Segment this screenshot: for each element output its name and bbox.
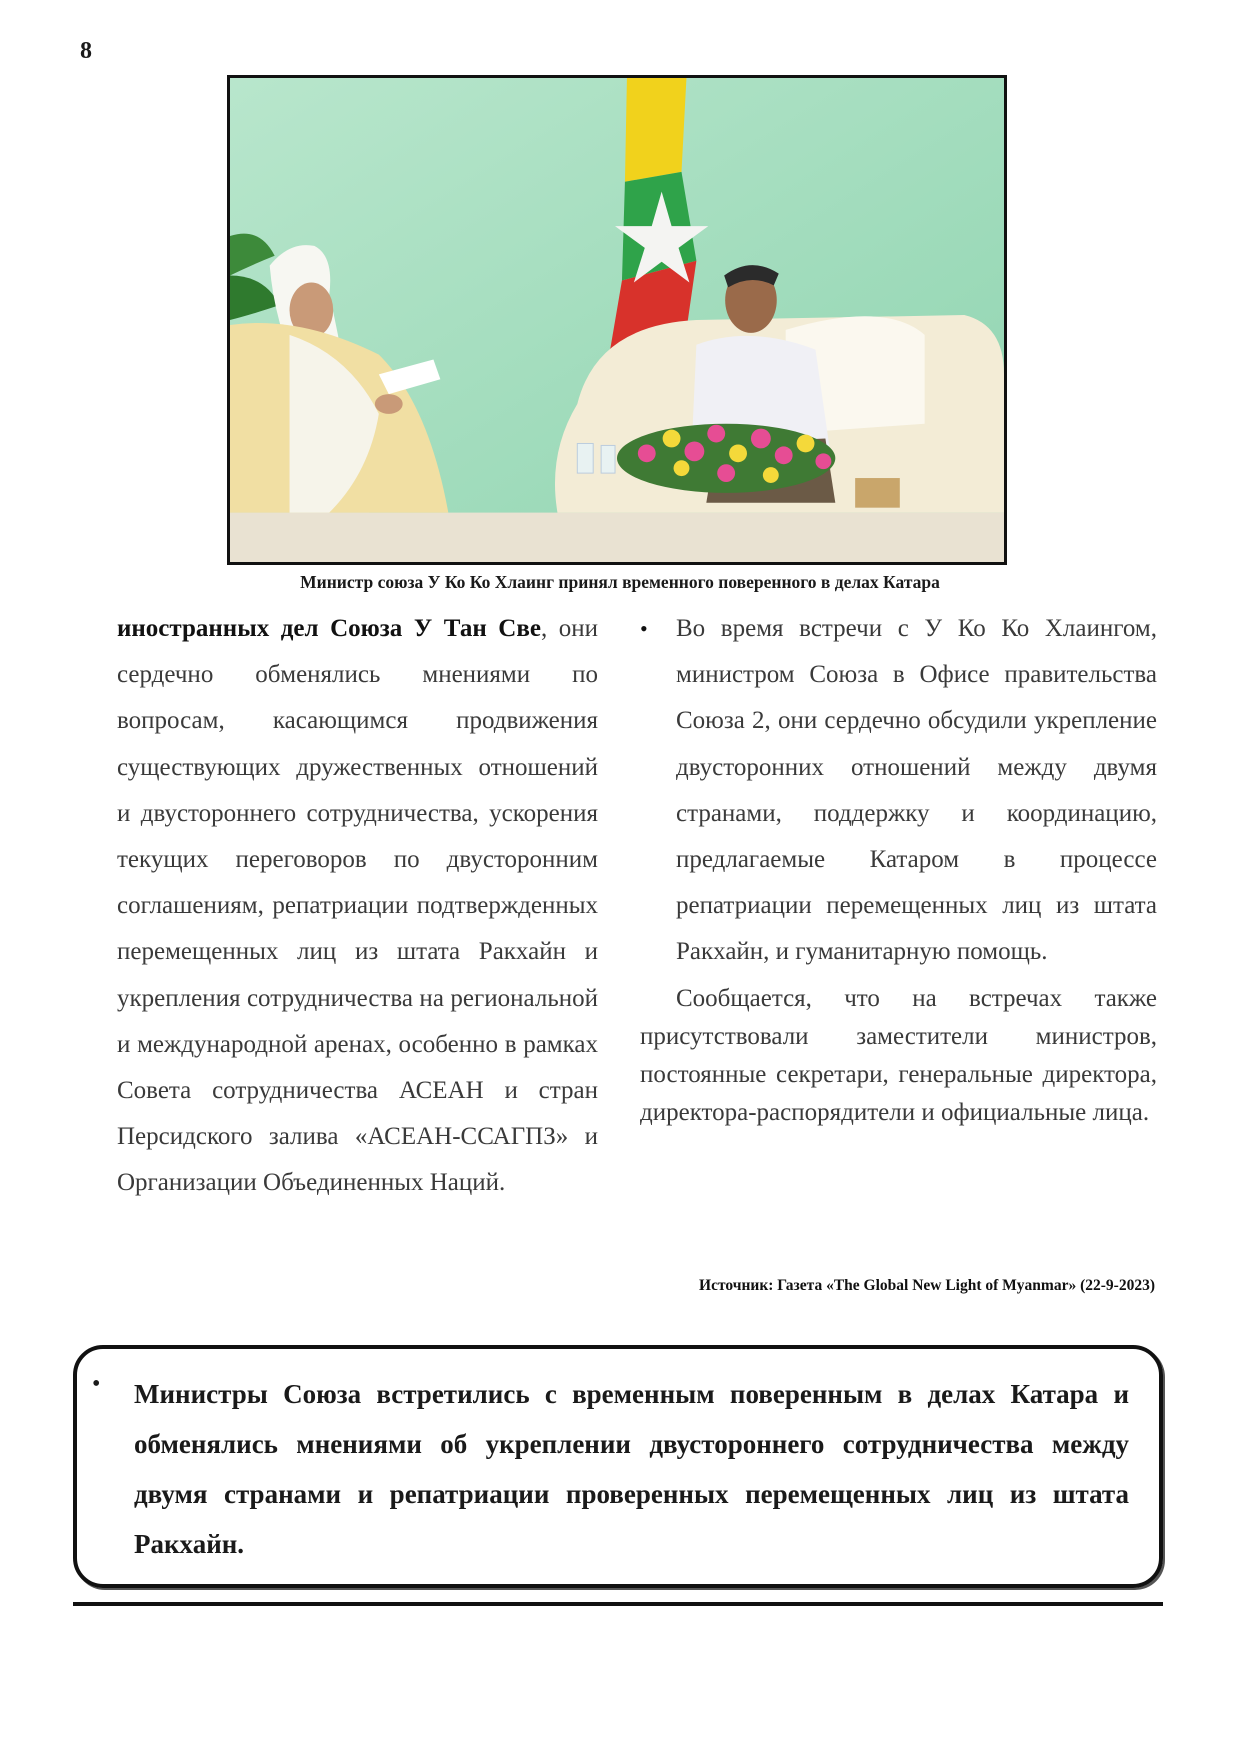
left-column-lead: иностранных дел Союза У Тан Све <box>117 615 541 642</box>
right-column-paragraph: Сообщается, что на встречах также присутствовали заместители министров, постоянные секретари, генеральные директора, директора-распорядители и официальные лица. <box>640 984 1157 1126</box>
photo-caption: Министр союза У Ко Ко Хлаинг принял временного поверенного в делах Катара <box>300 572 940 592</box>
bullet-icon: • <box>92 1371 101 1397</box>
meeting-photo <box>227 75 1007 565</box>
summary-box <box>73 1345 1163 1588</box>
right-column-bullet-text: Во время встречи с У Ко Ко Хлаингом, министром Союза в Офисе правительства Союза 2, они сердечно обсудили укрепление двусторонних отношений между двумя странами, поддержку и координацию, предлагаемые Катаром в процессе репатриации перемещенных лиц из штата Ракхайн, и гуманитарную помощь. <box>676 615 1157 966</box>
flowers-image <box>617 424 835 493</box>
source-line: Источник: Газета «The Global New Light of Myanmar» (22-9-2023) <box>699 1277 1155 1294</box>
bottom-divider <box>73 1602 1163 1606</box>
right-column <box>640 606 1157 1132</box>
left-column <box>117 606 598 1207</box>
bullet-icon: • <box>640 616 648 641</box>
page-number: 8 <box>80 38 92 64</box>
left-column-text: , они сердечно обменялись мнениями по вопросам, касающимся продвижения существующих дружественных отношений и двустороннего сотрудничества, ускорения текущих переговоров по двусторонним соглашениям, репатриации подтвержденных перемещенных лиц из штата Ракхайн и укрепления сотрудничества на региональной и международной аренах, особенно в рамках Совета сотрудничества АСЕАН и стран Персидского залива «АСЕАН-ССАГПЗ» и Организации Объединенных Наций. <box>117 615 598 1197</box>
summary-text: Министры Союза встретились с временным поверенным в делах Катара и обменялись мнениями об укреплении двустороннего сотрудничества между двумя странами и репатриации проверенных перемещенных лиц из штата Ракхайн. <box>134 1379 1129 1559</box>
right-column-bullet <box>640 606 1157 976</box>
